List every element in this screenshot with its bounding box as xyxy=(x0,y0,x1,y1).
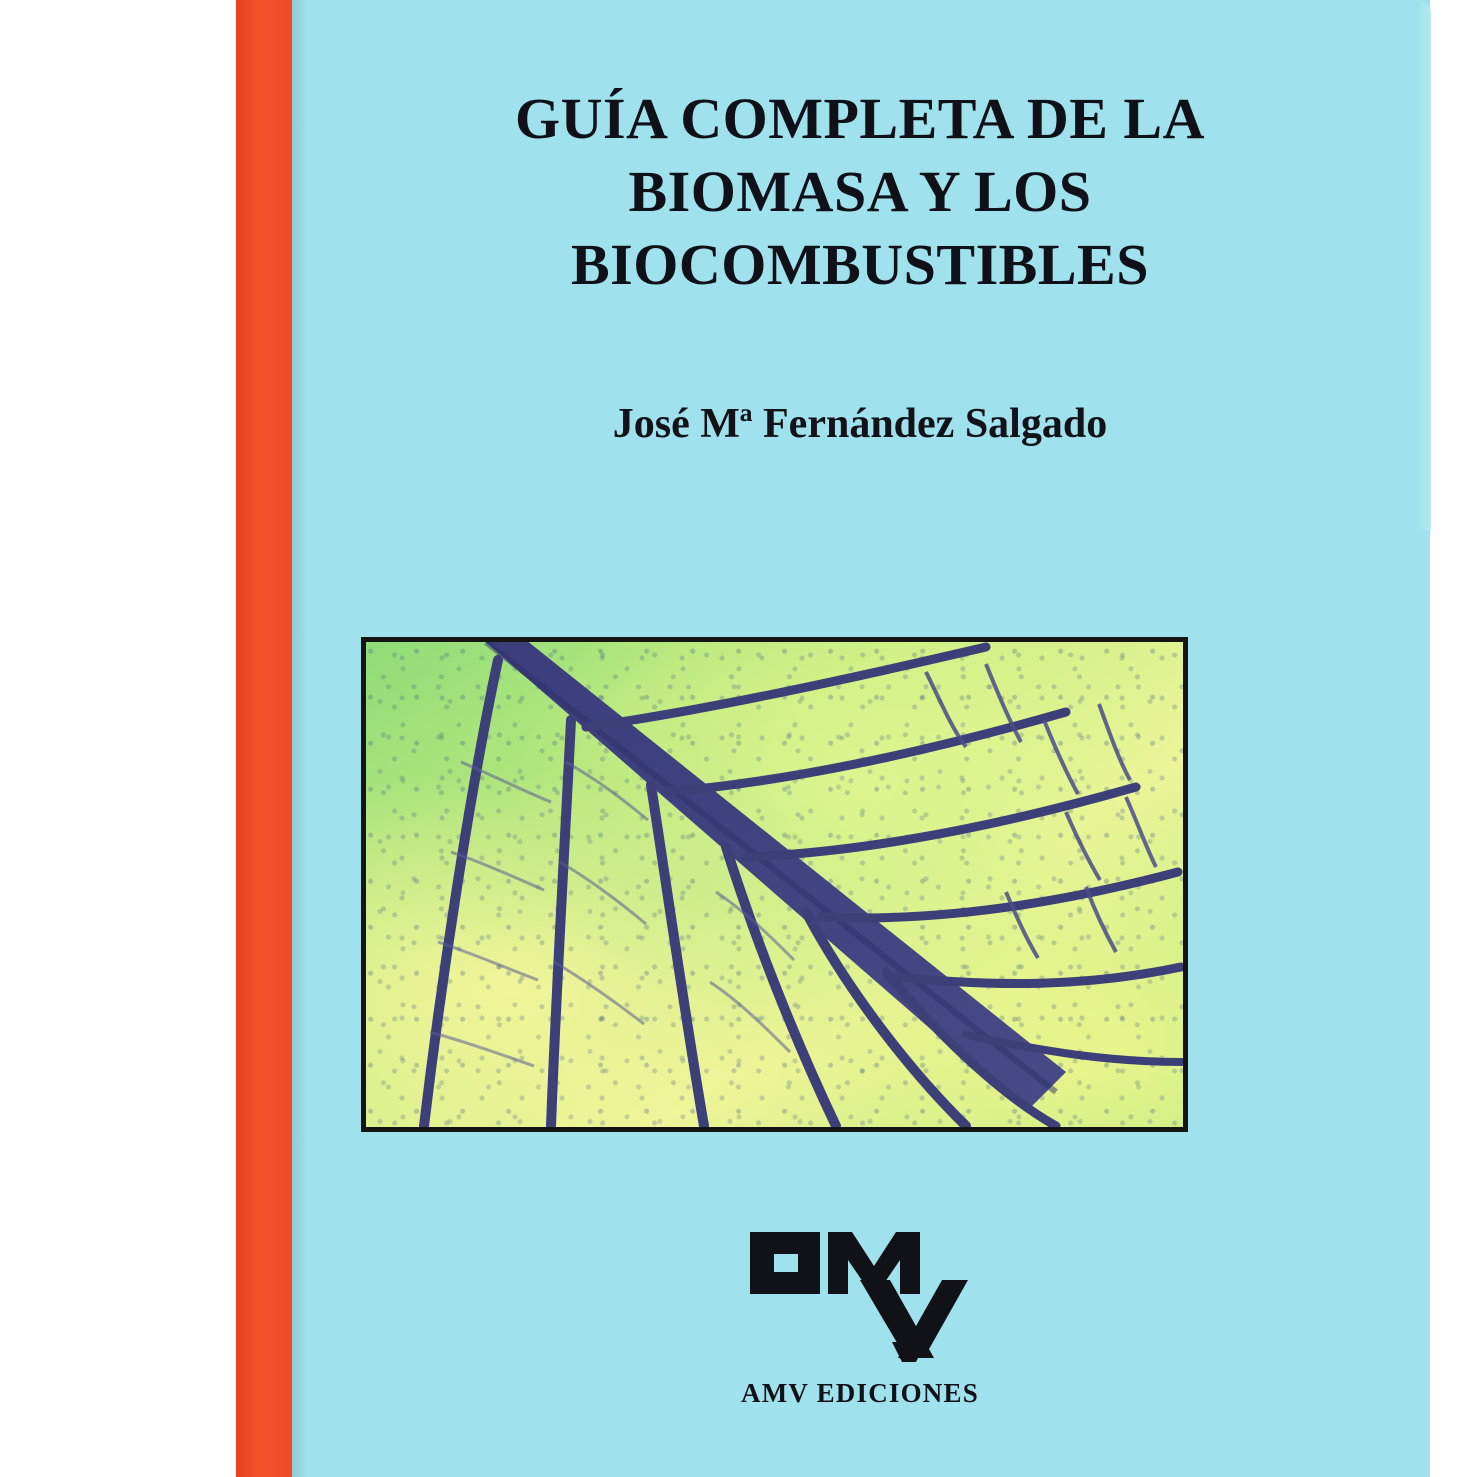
title-line-1: GUÍA COMPLETA DE LA xyxy=(514,86,1205,151)
cover-photo-frame xyxy=(361,637,1188,1132)
book-spine xyxy=(236,0,292,1477)
publisher-logo-block xyxy=(320,1222,1400,1409)
title-line-2: BIOMASA Y LOS xyxy=(628,159,1092,224)
cover-title xyxy=(320,82,1400,301)
page-right-margin xyxy=(1430,0,1477,1477)
amv-logo-icon xyxy=(742,1222,978,1372)
publisher-name: AMV EDICIONES xyxy=(741,1378,979,1408)
leaf-veins-illustration xyxy=(366,642,1183,1127)
page-left-margin xyxy=(0,0,236,1477)
spine-shadow xyxy=(292,0,308,1477)
cover-author: José Mª Fernández Salgado xyxy=(612,401,1108,447)
title-line-3: BIOCOMBUSTIBLES xyxy=(570,232,1149,297)
